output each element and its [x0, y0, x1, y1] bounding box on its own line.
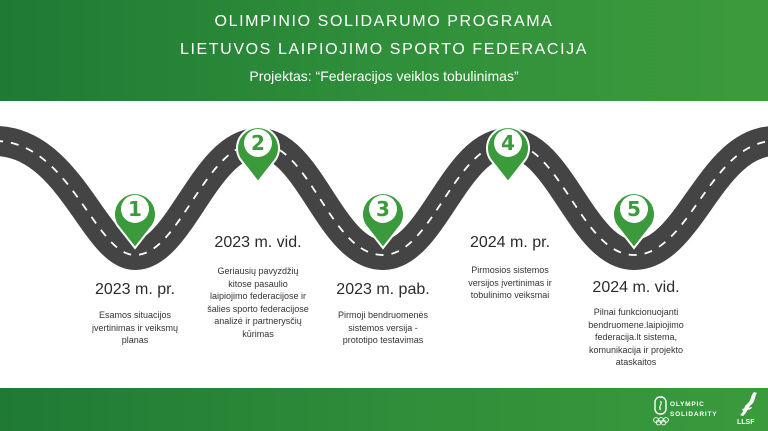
milestone-pin-2	[237, 127, 279, 182]
milestone-desc-5: Pilnai funkcionuojanti bendruomene.laipiojimo federacija.lt sistema, komunikacija ir projekto ataskaitos	[588, 307, 684, 367]
milestone-date-2: 2023 m. vid.	[214, 234, 302, 251]
milestone-desc-4: Pirmosios sistemos versijos įvertinimas ir tobulinimo veiksmai	[468, 265, 552, 300]
federation-title: LIETUVOS LAIPIOJIMO SPORTO FEDERACIJA	[179, 41, 589, 58]
llsf-text: LLSF	[737, 419, 755, 426]
milestone-date-4: 2024 m. pr.	[469, 234, 551, 251]
pin-number-4: 4	[501, 131, 515, 155]
pin-number-1: 1	[128, 197, 142, 221]
pin-number-2: 2	[251, 131, 265, 155]
olympic-rings-icon	[654, 418, 669, 425]
olympic-solidarity-text: OLYMPIC SOLIDARITY	[670, 401, 718, 418]
milestone-pin-4	[487, 127, 529, 182]
pin-number-5: 5	[627, 197, 641, 221]
milestone-desc-1: Esamos situacijos įvertinimas ir veiksmų planas	[91, 310, 178, 345]
milestone-date-5: 2024 m. vid.	[592, 279, 680, 296]
project-subtitle: Projektas: “Federacijos veiklos tobulinimas”	[249, 68, 519, 84]
milestone-date-1: 2023 m. pr.	[94, 281, 176, 298]
pin-number-3: 3	[376, 197, 390, 221]
program-title: OLIMPINIO SOLIDARUMO PROGRAMA	[214, 13, 554, 30]
milestone-desc-2: Geriausių pavyzdžių kitose pasaulio laipiojimo federacijose ir šalies sporto federacijose analizė ir partnerysčių kūrimas	[207, 266, 309, 339]
milestone-date-3: 2023 m. pab.	[336, 281, 430, 298]
milestone-desc-3: Pirmoji bendruomenės sistemos versija - prototipo testavimas	[337, 310, 429, 345]
